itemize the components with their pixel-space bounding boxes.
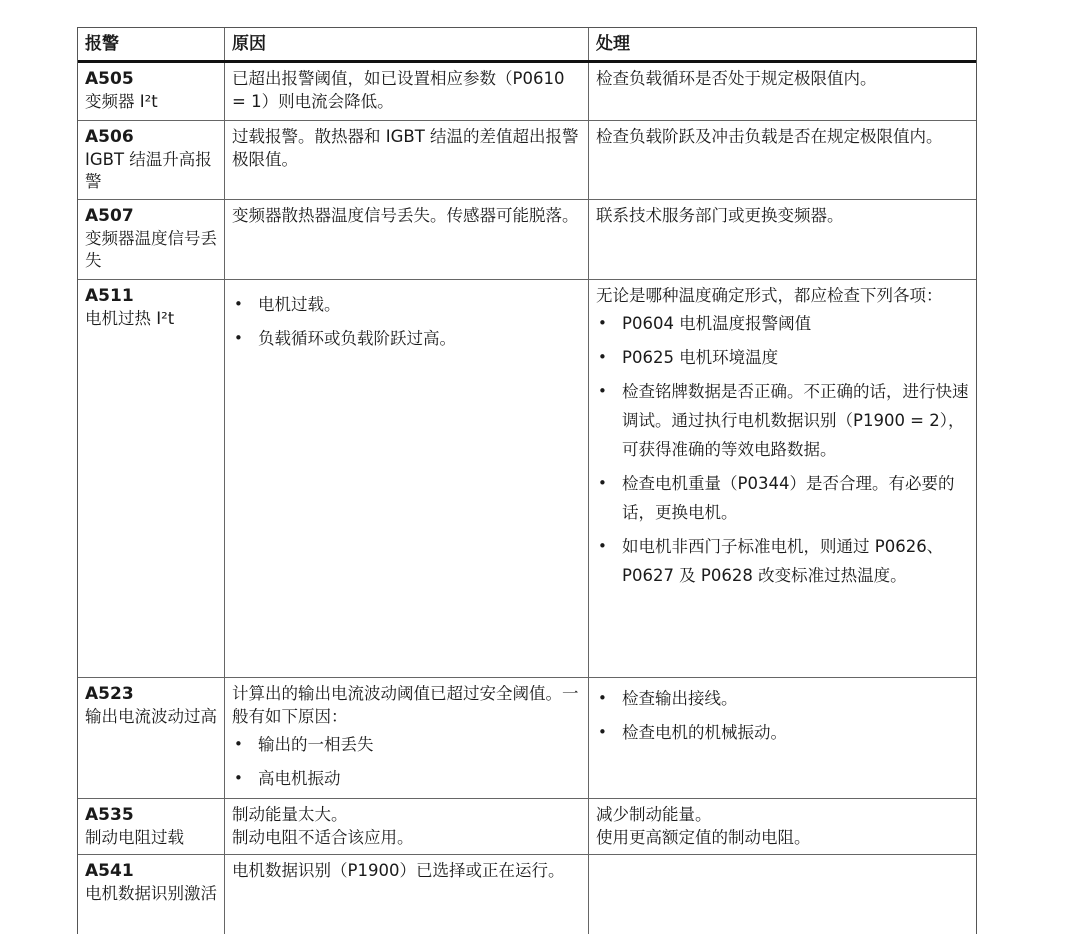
cause-cell (225, 63, 589, 120)
cause-cell (225, 855, 589, 934)
alarm-name: 电机过热 I²t (85, 309, 175, 328)
table-row (78, 798, 976, 854)
header-cause: 原因 (225, 28, 589, 60)
table-row (78, 120, 976, 199)
alarm-name: 制动电阻过载 (85, 828, 184, 847)
remedy-cell (589, 678, 976, 798)
cause-bullet: • 输出的一相丢失 (232, 730, 581, 759)
remedy-bullet-list (596, 309, 969, 590)
cause-text: 过载报警。散热器和 IGBT 结温的差值超出报警极限值。 (232, 127, 579, 169)
remedy-cell (589, 280, 976, 677)
alarm-cell (78, 63, 225, 120)
remedy-bullet: • 检查电机的机械振动。 (596, 718, 969, 747)
remedy-bullet: • P0604 电机温度报警阈值 (596, 309, 969, 338)
cause-bullet: • 高电机振动 (232, 764, 581, 793)
cause-text: 计算出的输出电流波动阈值已超过安全阈值。一般有如下原因： (232, 684, 579, 726)
alarm-name: IGBT 结温升高报警 (85, 150, 212, 191)
cause-cell (225, 678, 589, 798)
cause-text: 制动能量太大。 (232, 805, 348, 824)
alarm-code: A507 (85, 206, 134, 226)
cause-text: 已超出报警阈值，如已设置相应参数（P0610 = 1）则电流会降低。 (232, 69, 565, 111)
alarm-name: 电机数据识别激活 (85, 884, 217, 903)
alarm-cell (78, 121, 225, 199)
remedy-bullet: • 检查铭牌数据是否正确。不正确的话，进行快速调试。通过执行电机数据识别（P1900 = 2），可获得准确的等效电路数据。 (596, 377, 969, 464)
remedy-text: 减少制动能量。 (596, 805, 712, 824)
header-alarm: 报警 (78, 28, 225, 60)
alarm-name: 变频器温度信号丢失 (85, 229, 217, 270)
remedy-bullet: • 检查电机重量（P0344）是否合理。有必要的话，更换电机。 (596, 469, 969, 527)
cause-bullet: • 电机过载。 (232, 290, 581, 319)
alarm-code: A541 (85, 861, 134, 881)
alarm-cell (78, 678, 225, 798)
cause-text: 制动电阻不适合该应用。 (232, 828, 414, 847)
table-row (78, 63, 976, 120)
table-header-row (78, 28, 976, 63)
alarm-code: A505 (85, 69, 134, 89)
cause-text: 电机数据识别（P1900）已选择或正在运行。 (232, 861, 565, 880)
alarm-cell (78, 200, 225, 279)
remedy-text: 无论是哪种温度确定形式，都应检查下列各项： (596, 286, 943, 305)
remedy-text: 检查负载循环是否处于规定极限值内。 (596, 69, 877, 88)
remedy-cell (589, 855, 976, 934)
remedy-bullet-list (596, 684, 969, 747)
alarm-table (77, 27, 977, 934)
cause-cell (225, 280, 589, 677)
table-row (78, 854, 976, 934)
alarm-cell (78, 280, 225, 677)
cause-bullet-list (232, 290, 581, 353)
cause-bullet-list (232, 730, 581, 793)
remedy-text: 使用更高额定值的制动电阻。 (596, 828, 811, 847)
remedy-bullet: • 如电机非西门子标准电机，则通过 P0626、P0627 及 P0628 改变标准过热温度。 (596, 532, 969, 590)
table-row (78, 279, 976, 677)
remedy-text: 检查负载阶跃及冲击负载是否在规定极限值内。 (596, 127, 943, 146)
alarm-name: 变频器 I²t (85, 92, 158, 111)
header-remedy: 处理 (596, 34, 630, 54)
remedy-cell (589, 63, 976, 120)
remedy-text: 联系技术服务部门或更换变频器。 (596, 206, 844, 225)
remedy-bullet: • 检查输出接线。 (596, 684, 969, 713)
table-row (78, 677, 976, 798)
remedy-bullet: • P0625 电机环境温度 (596, 343, 969, 372)
alarm-cell (78, 855, 225, 934)
alarm-cell (78, 799, 225, 854)
remedy-cell (589, 200, 976, 279)
alarm-name: 输出电流波动过高 (85, 707, 217, 726)
alarm-code: A523 (85, 684, 134, 704)
cause-cell (225, 200, 589, 279)
cause-bullet: • 负载循环或负载阶跃过高。 (232, 324, 581, 353)
cause-cell (225, 121, 589, 199)
alarm-code: A511 (85, 286, 134, 306)
alarm-code: A506 (85, 127, 134, 147)
cause-text: 变频器散热器温度信号丢失。传感器可能脱落。 (232, 206, 579, 225)
alarm-code: A535 (85, 805, 134, 825)
remedy-cell (589, 799, 976, 854)
cause-cell (225, 799, 589, 854)
table-row (78, 199, 976, 279)
remedy-cell (589, 121, 976, 199)
